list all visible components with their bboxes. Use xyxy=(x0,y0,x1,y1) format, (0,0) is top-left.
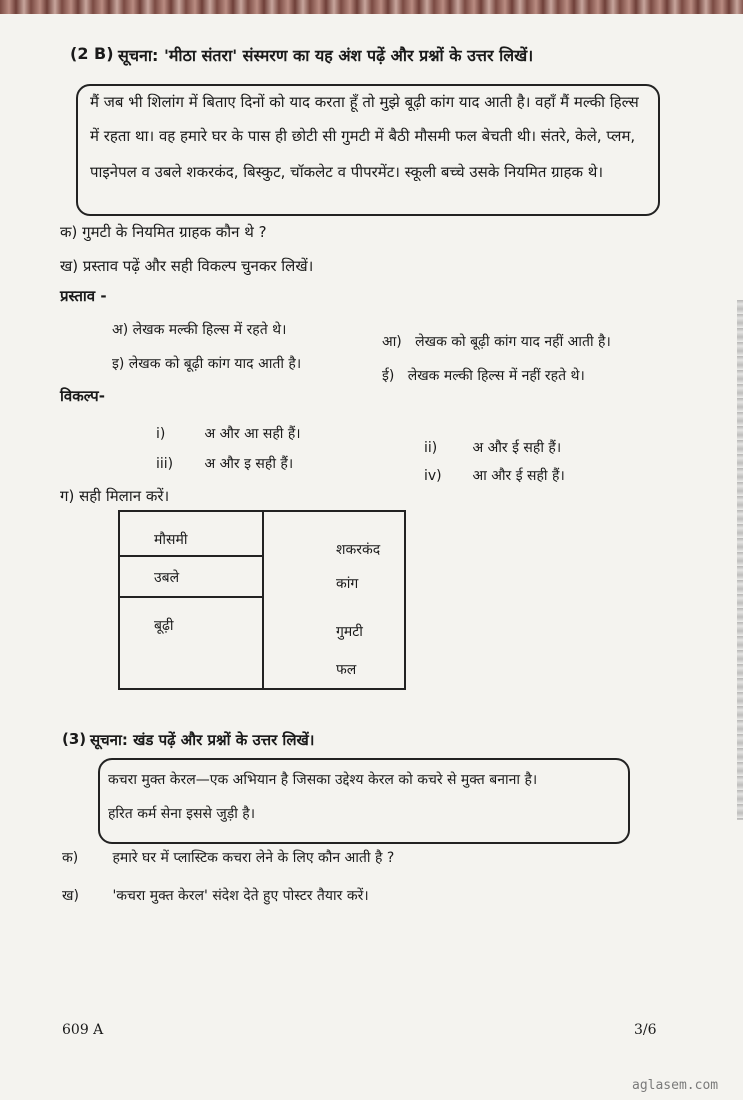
passage-line: हरित कर्म सेना इससे जुड़ी है। xyxy=(108,806,256,822)
question-key: ख) xyxy=(62,888,79,904)
section-2b-label: (2 B) xyxy=(70,44,114,63)
match-right-item: शकरकंद xyxy=(336,542,381,558)
prastav-aa xyxy=(382,332,611,351)
passage-line: पाइनेपल व उबले शकरकंद, बिस्कुट, चॉकलेट व पीपरमेंट। स्कूली बच्चे उसके नियमित ग्राहक थे। xyxy=(90,163,604,181)
vikalp-text: अ और इ सही हैं। xyxy=(204,456,294,472)
table-divider xyxy=(262,512,264,688)
vikalp-key: i) xyxy=(156,426,166,442)
question-text: हमारे घर में प्लास्टिक कचरा लेने के लिए कौन आती है ? xyxy=(112,850,395,866)
prastav-key: अ) xyxy=(112,322,129,338)
vikalp-text: आ और ई सही हैं। xyxy=(472,468,565,484)
vikalp-option-4 xyxy=(424,466,565,485)
paper-code: 609 A xyxy=(62,1022,104,1038)
page-edge-shadow xyxy=(737,300,743,820)
vikalp-option-3 xyxy=(156,454,293,473)
prastav-text: लेखक मल्की हिल्स में नहीं रहते थे। xyxy=(407,368,585,384)
match-left-item: उबले xyxy=(154,570,180,586)
prastav-text: लेखक मल्की हिल्स में रहते थे। xyxy=(132,322,287,338)
vikalp-text: अ और आ सही हैं। xyxy=(204,426,301,442)
question-ga: ग) सही मिलान करें। xyxy=(60,487,170,505)
table-row-line xyxy=(120,555,262,557)
question-kha: ख) प्रस्ताव पढ़ें और सही विकल्प चुनकर लिखें। xyxy=(60,257,314,275)
match-left-item: बूढ़ी xyxy=(154,618,174,634)
prastav-label: प्रस्ताव - xyxy=(60,287,107,305)
top-border-texture xyxy=(0,0,743,14)
vikalp-key: iv) xyxy=(424,468,442,484)
prastav-text: लेखक को बूढ़ी कांग याद नहीं आती है। xyxy=(415,334,611,350)
prastav-text: लेखक को बूढ़ी कांग याद आती है। xyxy=(128,356,302,372)
passage-line: में रहता था। वह हमारे घर के पास ही छोटी सी गुमटी में बैठी मौसमी फल बेचती थी। संतरे, केले, प्लम, xyxy=(90,127,636,145)
vikalp-key: ii) xyxy=(424,440,438,456)
passage-line: कचरा मुक्त केरल—एक अभियान है जिसका उद्देश्य केरल को कचरे से मुक्त बनाना है। xyxy=(108,772,538,788)
section-3-box xyxy=(98,758,630,844)
vikalp-key: iii) xyxy=(156,456,174,472)
page-number: 3/6 xyxy=(634,1022,657,1038)
watermark: aglasem.com xyxy=(632,1078,719,1093)
prastav-key: ई) xyxy=(382,368,395,384)
match-table xyxy=(118,510,406,690)
s3-question-kha xyxy=(62,886,369,905)
prastav-a xyxy=(112,320,286,339)
passage-box xyxy=(76,84,660,216)
section-3-label: (3) xyxy=(62,730,87,748)
prastav-key: आ) xyxy=(382,334,402,350)
vikalp-option-2 xyxy=(424,438,561,457)
s3-question-ka xyxy=(62,848,394,867)
match-left-item: मौसमी xyxy=(154,532,188,548)
prastav-ii xyxy=(382,366,585,385)
match-right-item: कांग xyxy=(336,576,359,592)
table-row-line xyxy=(120,596,262,598)
section-2b-heading: सूचना: 'मीठा संतरा' संस्मरण का यह अंश पढ़ें और प्रश्नों के उत्तर लिखें। xyxy=(118,46,534,65)
passage-line: मैं जब भी शिलांग में बिताए दिनों को याद करता हूँ तो मुझे बूढ़ी कांग याद आती है। वहाँ मैं मल्की हिल्स xyxy=(90,93,639,111)
match-right-item: गुमटी xyxy=(336,624,363,640)
vikalp-label: विकल्प- xyxy=(60,387,105,405)
question-text: 'कचरा मुक्त केरल' संदेश देते हुए पोस्टर तैयार करें। xyxy=(112,888,369,904)
prastav-i xyxy=(112,354,301,373)
question-key: क) xyxy=(62,850,79,866)
prastav-key: इ) xyxy=(112,356,125,372)
section-3-heading: सूचना: खंड पढ़ें और प्रश्नों के उत्तर लिखें। xyxy=(90,731,315,749)
question-ka: क) गुमटी के नियमित ग्राहक कौन थे ? xyxy=(60,223,267,241)
vikalp-option-1 xyxy=(156,424,301,443)
vikalp-text: अ और ई सही हैं। xyxy=(472,440,562,456)
match-right-item: फल xyxy=(336,662,357,678)
